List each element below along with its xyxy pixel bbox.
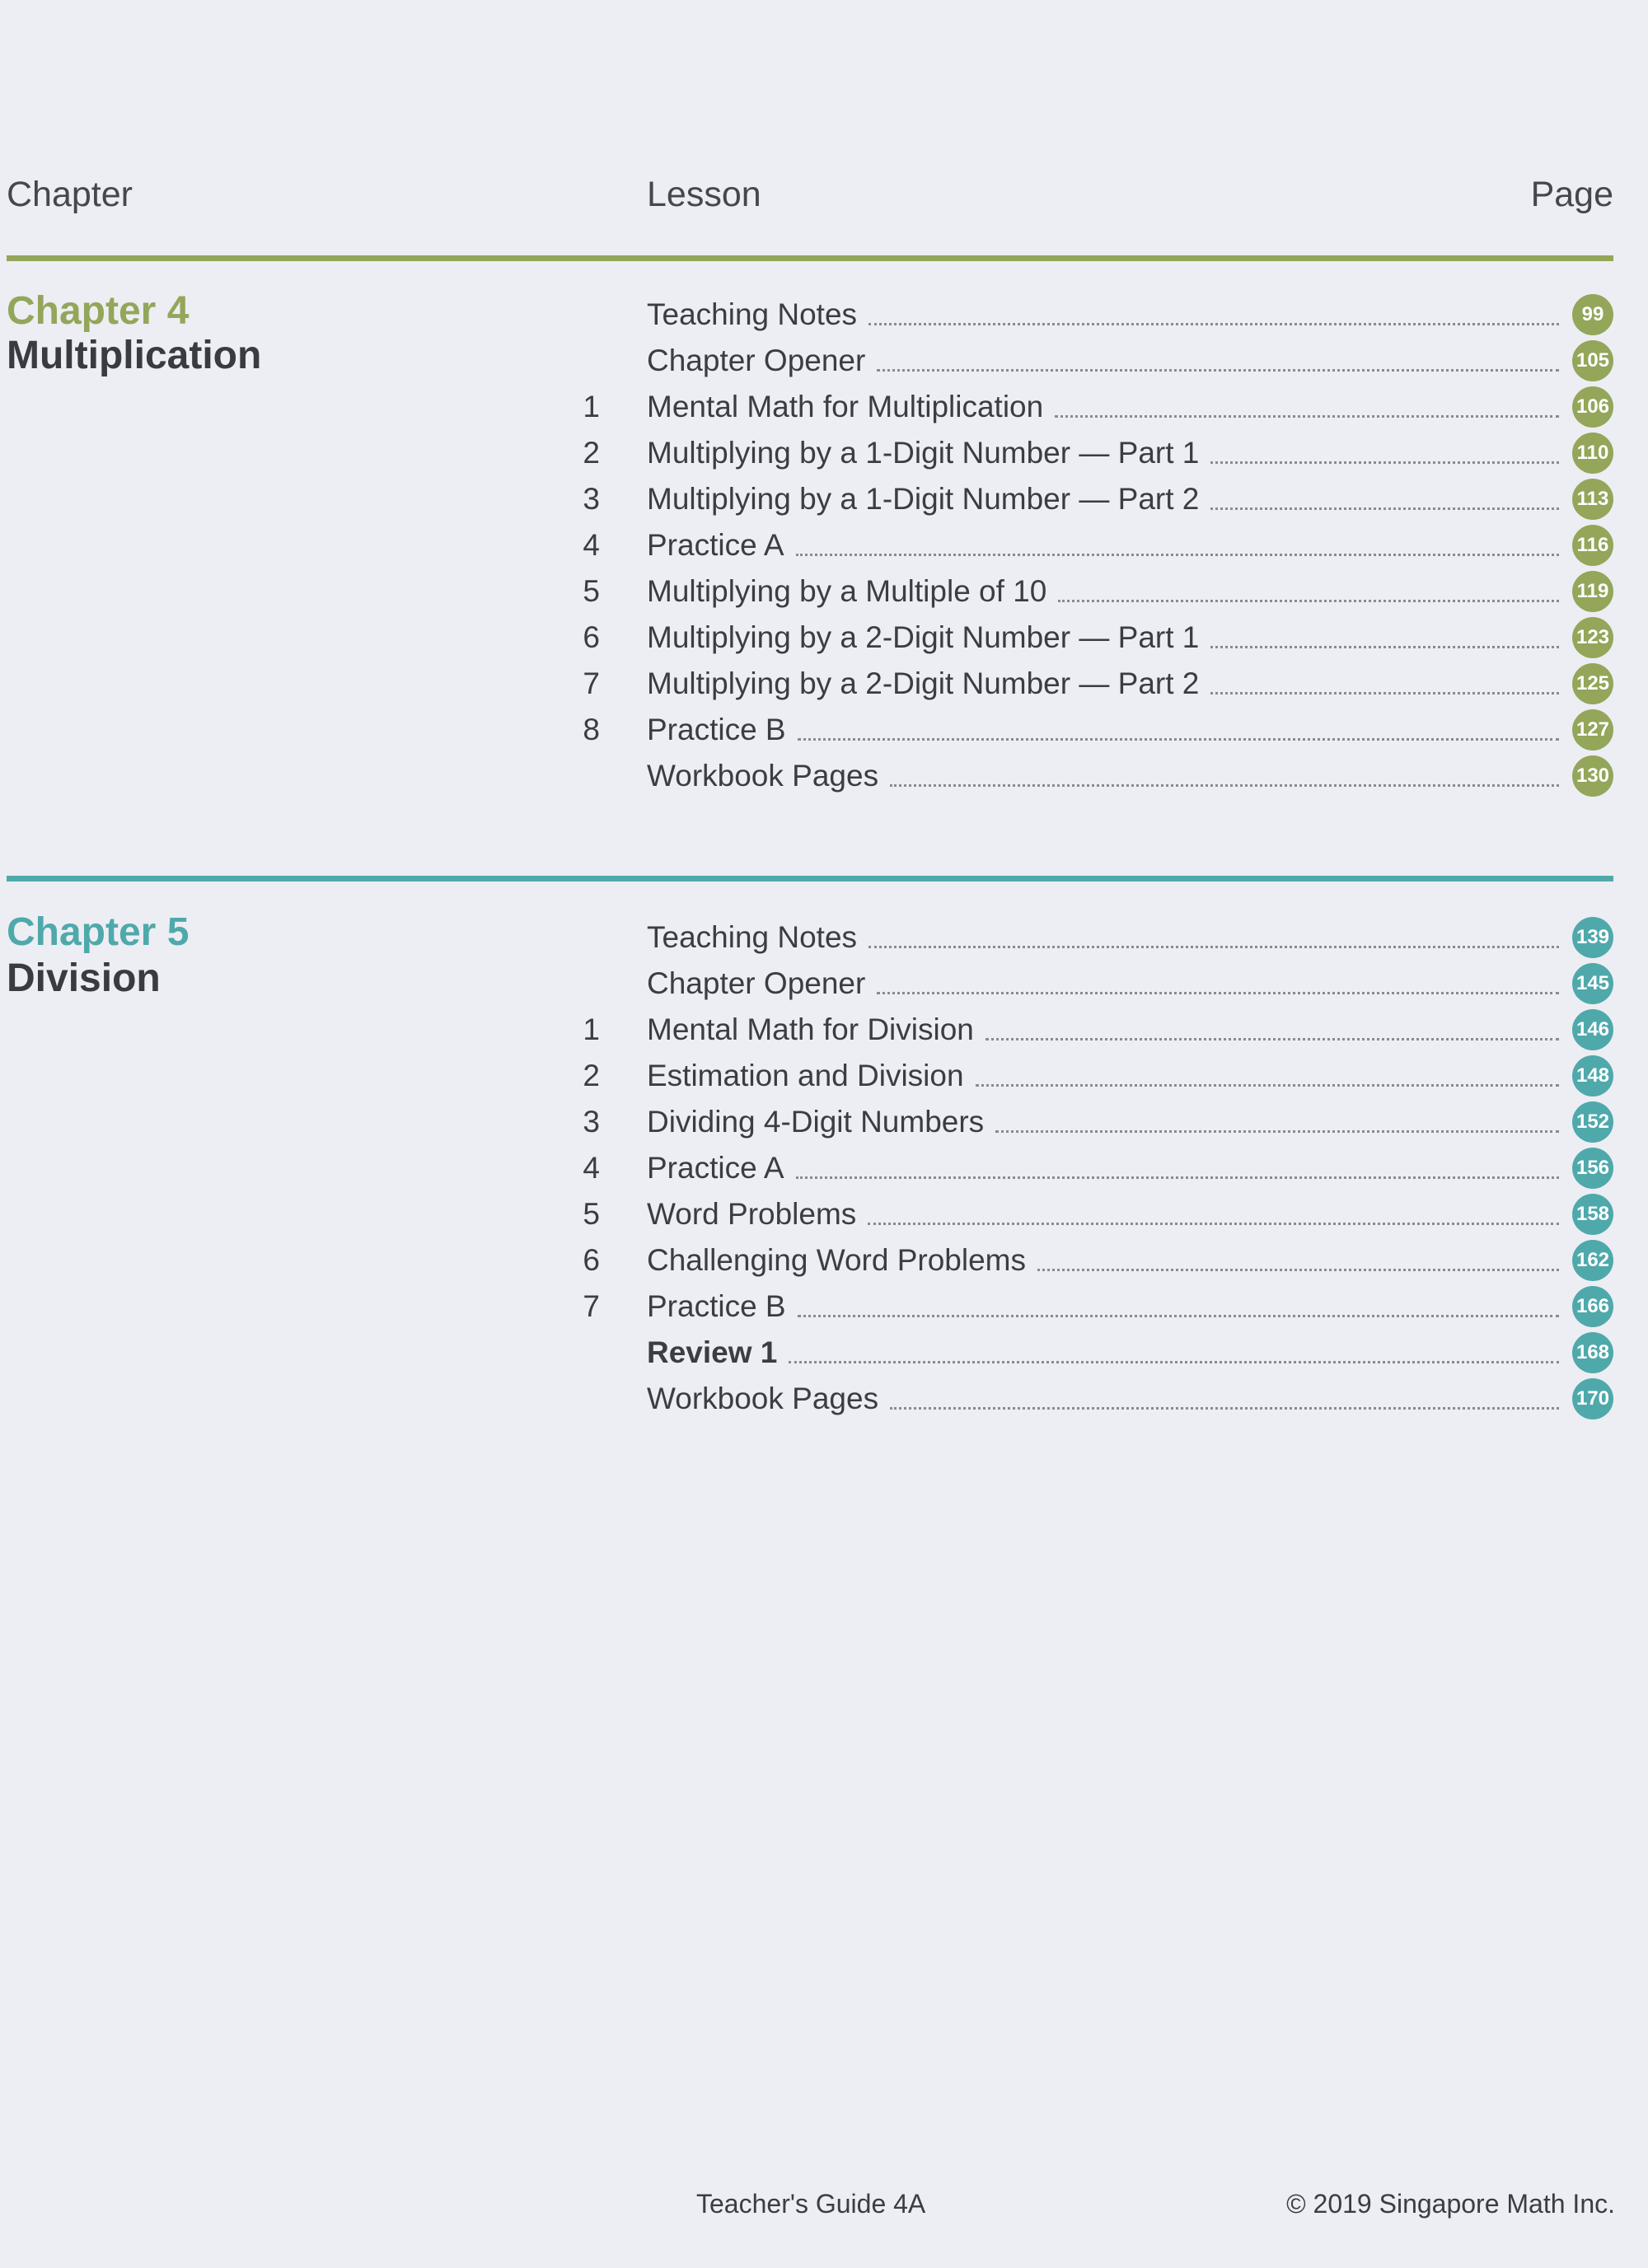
chapter-5-title: Division <box>7 956 161 1000</box>
lesson-title: Multiplying by a 2-Digit Number — Part 1 <box>647 620 1200 654</box>
dot-leader <box>1210 507 1559 510</box>
chapter-5-divider <box>7 876 1613 881</box>
page-number-badge: 119 <box>1572 571 1613 612</box>
page-number-badge: 152 <box>1572 1101 1613 1143</box>
page-number-badge: 162 <box>1572 1240 1613 1281</box>
lesson-title: Estimation and Division <box>647 1059 964 1092</box>
lesson-title: Workbook Pages <box>647 1382 879 1415</box>
footer-book-title: Teacher's Guide 4A <box>696 2189 926 2219</box>
lesson-row <box>0 1284 1615 1330</box>
dot-leader <box>868 946 1559 948</box>
chapter-4-title: Multiplication <box>7 334 262 377</box>
lesson-row <box>0 1237 1615 1284</box>
lesson-number: 8 <box>583 713 600 746</box>
header-chapter: Chapter <box>7 175 133 214</box>
lesson-title: Chapter Opener <box>647 344 866 377</box>
lesson-number: 2 <box>583 436 600 470</box>
dot-leader <box>868 1223 1559 1225</box>
page-number-badge: 166 <box>1572 1286 1613 1327</box>
lesson-number: 4 <box>583 1151 600 1185</box>
lesson-row <box>0 384 1615 430</box>
page-number-badge: 139 <box>1572 917 1613 958</box>
page-number-badge: 113 <box>1572 479 1613 520</box>
chapter-4-label: Chapter 4 <box>7 289 190 333</box>
lesson-row <box>0 476 1615 522</box>
page-number-badge: 110 <box>1572 433 1613 474</box>
lesson-row <box>0 914 1615 961</box>
lesson-row <box>0 522 1615 568</box>
dot-leader <box>789 1361 1559 1363</box>
dot-leader <box>995 1130 1559 1133</box>
lesson-number: 5 <box>583 1197 600 1231</box>
lesson-row <box>0 961 1615 1007</box>
dot-leader <box>877 992 1559 994</box>
lesson-title: Teaching Notes <box>647 297 858 331</box>
dot-leader <box>1210 692 1559 694</box>
lesson-title: Dividing 4-Digit Numbers <box>647 1105 985 1139</box>
lesson-row <box>0 1007 1615 1053</box>
lesson-row <box>0 1191 1615 1237</box>
lesson-title: Multiplying by a 2-Digit Number — Part 2 <box>647 666 1200 700</box>
chapter-5-label: Chapter 5 <box>7 910 190 954</box>
dot-leader <box>1210 646 1559 648</box>
page-number-badge: 158 <box>1572 1194 1613 1235</box>
page-number-badge: 105 <box>1572 340 1613 381</box>
lesson-row <box>0 338 1615 384</box>
dot-leader <box>890 1407 1559 1410</box>
header-lesson: Lesson <box>647 175 761 214</box>
lesson-number: 7 <box>583 666 600 700</box>
page-number-badge: 106 <box>1572 386 1613 428</box>
lesson-title: Practice B <box>647 1289 786 1323</box>
lesson-row <box>0 1053 1615 1099</box>
page-number-badge: 99 <box>1572 294 1613 335</box>
dot-leader <box>1210 461 1559 464</box>
lesson-title: Word Problems <box>647 1197 857 1231</box>
lesson-number: 6 <box>583 1243 600 1277</box>
page-number-badge: 145 <box>1572 963 1613 1004</box>
lesson-title: Practice B <box>647 713 786 746</box>
lesson-row <box>0 292 1615 338</box>
lesson-number: 6 <box>583 620 600 654</box>
dot-leader <box>868 323 1559 325</box>
dot-leader <box>976 1084 1559 1087</box>
page-number-badge: 148 <box>1572 1055 1613 1097</box>
dot-leader <box>796 554 1559 556</box>
lesson-row <box>0 661 1615 707</box>
page-number-badge: 130 <box>1572 755 1613 797</box>
lesson-number: 3 <box>583 1105 600 1139</box>
lesson-title: Practice A <box>647 1151 784 1185</box>
lesson-title: Review 1 <box>647 1335 778 1369</box>
lesson-row <box>0 707 1615 753</box>
header-page: Page <box>1530 175 1613 214</box>
dot-leader <box>798 1315 1559 1317</box>
lesson-row <box>0 615 1615 661</box>
dot-leader <box>798 738 1559 741</box>
dot-leader <box>796 1176 1559 1179</box>
page-number-badge: 127 <box>1572 709 1613 751</box>
lesson-title: Chapter Opener <box>647 966 866 1000</box>
lesson-title: Mental Math for Division <box>647 1012 974 1046</box>
lesson-row <box>0 430 1615 476</box>
lesson-title: Teaching Notes <box>647 920 858 954</box>
lesson-number: 3 <box>583 482 600 516</box>
page-number-badge: 170 <box>1572 1378 1613 1419</box>
chapter-4-divider <box>7 255 1613 261</box>
footer-copyright: © 2019 Singapore Math Inc. <box>1286 2189 1615 2219</box>
lesson-title: Workbook Pages <box>647 759 879 793</box>
lesson-row <box>0 1330 1615 1376</box>
page-number-badge: 156 <box>1572 1148 1613 1189</box>
lesson-number: 4 <box>583 528 600 562</box>
dot-leader <box>986 1038 1559 1040</box>
page-number-badge: 116 <box>1572 525 1613 566</box>
lesson-number: 2 <box>583 1059 600 1092</box>
lesson-row <box>0 568 1615 615</box>
lesson-row <box>0 1099 1615 1145</box>
dot-leader <box>1037 1269 1559 1271</box>
dot-leader <box>890 784 1559 787</box>
page-number-badge: 123 <box>1572 617 1613 658</box>
dot-leader <box>1058 600 1559 602</box>
lesson-row <box>0 1145 1615 1191</box>
lesson-row <box>0 1376 1615 1422</box>
lesson-title: Practice A <box>647 528 784 562</box>
page-number-badge: 125 <box>1572 663 1613 704</box>
lesson-number: 1 <box>583 1012 600 1046</box>
lesson-number: 5 <box>583 574 600 608</box>
page-number-badge: 146 <box>1572 1009 1613 1050</box>
page-number-badge: 168 <box>1572 1332 1613 1373</box>
lesson-title: Multiplying by a 1-Digit Number — Part 1 <box>647 436 1200 470</box>
lesson-number: 1 <box>583 390 600 423</box>
lesson-number: 7 <box>583 1289 600 1323</box>
lesson-row <box>0 753 1615 799</box>
lesson-title: Mental Math for Multiplication <box>647 390 1044 423</box>
lesson-title: Multiplying by a Multiple of 10 <box>647 574 1047 608</box>
lesson-title: Multiplying by a 1-Digit Number — Part 2 <box>647 482 1200 516</box>
dot-leader <box>877 369 1559 372</box>
lesson-title: Challenging Word Problems <box>647 1243 1026 1277</box>
dot-leader <box>1055 415 1559 418</box>
